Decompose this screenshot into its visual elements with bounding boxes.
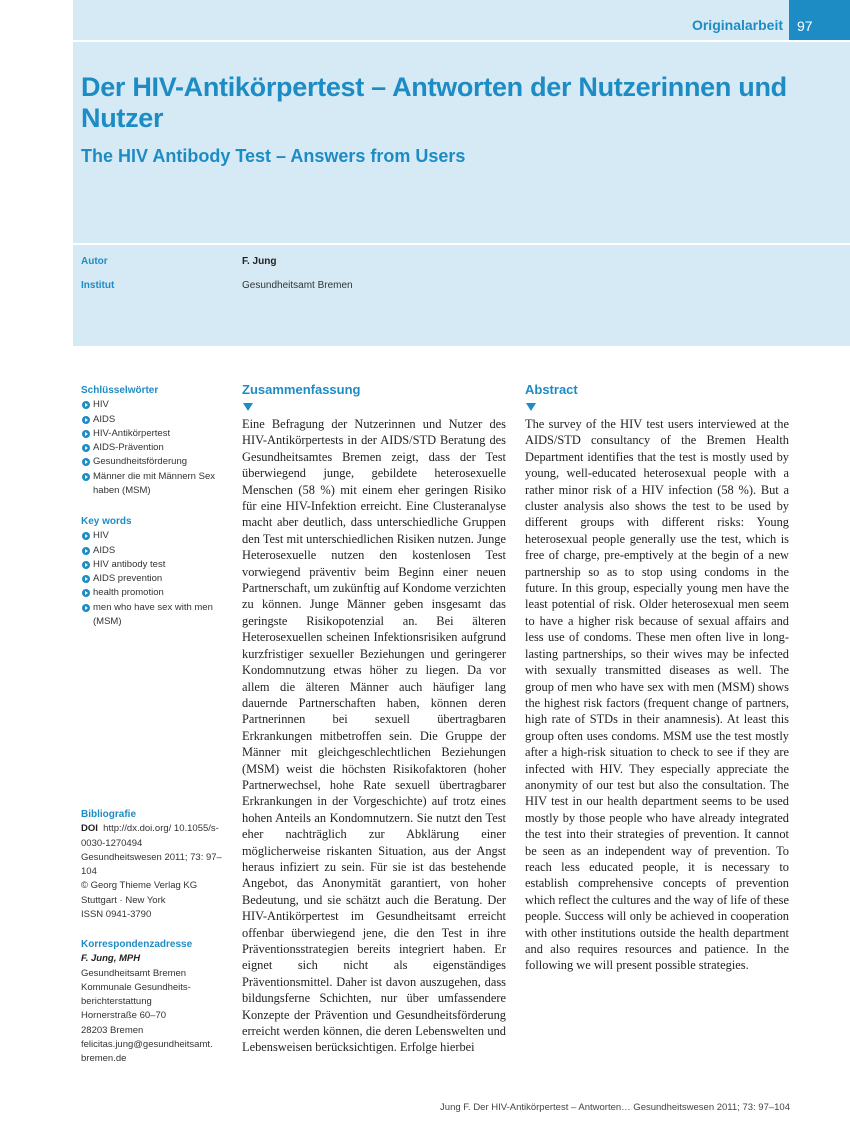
- address-line: Gesundheitsamt Bremen: [81, 967, 187, 979]
- bibliography-block: [81, 808, 231, 922]
- keyword-item: men who have sex with men (MSM): [81, 601, 231, 630]
- bullet-arrow-icon: [82, 416, 90, 424]
- copyright: © Georg Thieme Verlag KG Stuttgart · New York: [81, 880, 198, 906]
- bullet-arrow-icon: [82, 532, 90, 540]
- keyword-item: AIDS prevention: [81, 572, 231, 586]
- bibliography-heading: Bibliografie: [81, 809, 137, 820]
- keyword-item: HIV: [81, 529, 231, 543]
- header-divider-mid: [73, 243, 850, 245]
- institute-value: Gesundheitsamt Bremen: [242, 280, 353, 291]
- correspondence-block: [81, 938, 231, 1067]
- address-line: 28203 Bremen: [81, 1024, 144, 1036]
- address-line: Kommunale Gesundheits-: [81, 981, 191, 993]
- issn: ISSN 0941-3790: [81, 909, 152, 921]
- bullet-arrow-icon: [82, 589, 90, 597]
- bullet-arrow-icon: [82, 604, 90, 612]
- keyword-item: HIV-Antikörpertest: [81, 427, 231, 441]
- correspondence-name: F. Jung, MPH: [81, 953, 141, 965]
- doi-line: [81, 822, 231, 851]
- keyword-item: Gesundheitsförderung: [81, 455, 231, 469]
- bullet-arrow-icon: [82, 561, 90, 569]
- correspondence-heading: Korrespondenzadresse: [81, 939, 193, 950]
- keywords-en-list: [81, 529, 231, 629]
- email-link[interactable]: felicitas.jung@gesundheitsamt.: [81, 1039, 213, 1051]
- zusammenfassung-heading: Zusammenfassung: [242, 382, 361, 397]
- triangle-down-icon: [526, 403, 536, 411]
- keywords-de-list: [81, 398, 231, 498]
- institute-label: Institut: [81, 280, 115, 291]
- keywords-en-heading: Key words: [81, 516, 132, 527]
- address-line: Hornerstraße 60–70: [81, 1010, 167, 1022]
- footer-citation: Jung F. Der HIV-Antikörpertest – Antworten… Gesundheitswesen 2011; 73: 97–104: [440, 1102, 790, 1113]
- keyword-item: HIV antibody test: [81, 558, 231, 572]
- header-divider-top: [73, 40, 850, 42]
- email-link[interactable]: bremen.de: [81, 1053, 127, 1065]
- keywords-de-heading: Schlüsselwörter: [81, 385, 159, 396]
- bullet-arrow-icon: [82, 575, 90, 583]
- triangle-down-icon: [243, 403, 253, 411]
- doi-link[interactable]: http://dx.doi.org/ 10.1055/s-0030-1270494: [81, 823, 219, 849]
- bullet-arrow-icon: [82, 444, 90, 452]
- keyword-item: Männer die mit Männern Sex haben (MSM): [81, 470, 231, 499]
- keywords-de-block: [81, 384, 231, 498]
- article-title-de: Der HIV-Antikörpertest – Antworten der Nutzerinnen und Nutzer: [81, 72, 787, 133]
- keyword-item: health promotion: [81, 586, 231, 600]
- section-label: Originalarbeit: [691, 17, 783, 33]
- doi-label: DOI: [81, 823, 98, 835]
- abstract-heading: Abstract: [525, 382, 578, 397]
- keyword-item: AIDS: [81, 544, 231, 558]
- address-line: berichterstattung: [81, 996, 152, 1008]
- zusammenfassung-text: Eine Befragung der Nutzerinnen und Nutzer des HIV-Antikörpertests in der AIDS/STD Beratung des Gesundheitsamtes Bremen zeigt, dass der Test überwiegend junge, gebildete heterosexuelle Menschen (58 %) mit einem eher geringen Risiko für eine HIV-Infektion erreicht. Eine Clusteranalyse macht aber deutlich, dass unterschiedliche Gruppen den Test mit unterschiedlichen Risiken nutzen. Junge Heterosexuelle nutzen den kostenlosen Test vorwiegend präventiv beim Beginn einer neuen Partnerschaft, um zukünftig auf Kondome verzichten zu können. Junge Männer geben insgesamt das geringste Risikopotenzial an. Bei älteren Heterosexuellen scheinen Infektionsrisiken aufgrund kurzfristiger sexueller Beziehungen und geringerer Kondomnutzung etwas höher zu liegen. Da vor allem die älteren Männer auch häufiger lang dauernde Partnerschaften haben, können deren Partnerinnen bei sexuell übertragbaren Erkrankungen mitbetroffen sein. Die Gruppe der Männer mit gleichgeschlechtlichen Beziehungen (MSM) weist die höchsten Risikofaktoren (hoher Partnerwechsel, hohe Rate sexuell übertragbarer Erkrankungen in der Vorgeschichte) auf trotz eines hohen Anteils an Kondomnutzern. Sie nutzt den Test eher nachträglich zur Abklärung einer möglicherweise riskanten Situation, aus der Angst heraus infiziert zu sein. Für sie ist das bestehende Angebot, das Anonymität garantiert, von hoher Bedeutung, und sie schätzt auch die Beratung. Der HIV-Antikörpertest im Gesundheitsamt erreicht offenbar überwiegend jene, die den Test in ihre Präventionsstrategien bereits integriert haben. Er eignet sich nicht als eigenständiges Präventionsmittel. Daher ist davon auszugehen, dass bildungsferne Schichten, nur über umfassendere Konzepte der Prävention und Gesundheitsförderung erreicht werden können, die deren Lebenswelten und Lebensweisen berücksichtigen. Erfolge hierbei: [242, 417, 506, 1055]
- keyword-item: HIV: [81, 398, 231, 412]
- keywords-en-block: [81, 515, 231, 629]
- bullet-arrow-icon: [82, 547, 90, 555]
- author-value: F. Jung: [242, 256, 277, 267]
- author-label: Autor: [81, 256, 108, 267]
- abstract-text: The survey of the HIV test users interviewed at the AIDS/STD consultancy of the Bremen Health Department identifies that the test is mostly used by young, well-educated heterosexual people with a rather minor risk of a HIV infection (58 %). But a cluster analysis also shows the test to be used by different groups with different risks: Young heterosexual people generally use the test, which is free of charge, pre-emptively at the begin of a new partnership so as to stop using condoms in the future. In this group, especially young men have the least potential of risk. Older heterosexual men seem to have a higher risk because of sexual affairs and less use of condoms. These men often live in long-lasting partnerships, so their wives may be infected with sexually transmitted diseases as well. The group of men who have sex with men (MSM) shows the highest risk factors (frequent change of partners, high rate of STDs in their anamnesis). At least this group often uses condoms. MSM use the test mostly after a high-risk situation to check to see if they are infected with HIV. They especially appreciate the anonymity of our test but also the consultation. The HIV test in our health department seems to be used mostly by those people who have already integrated the test into their strategies of prevention. It cannot be seen as an independent way of prevention. To reach less educated people, it is necessary to establish comprehensive concepts of prevention which reflect the cultures and the way of life of these people. Success will only be achieved in cooperation with other institutions outside the health department and also requires resources and patience. In the following we will present possible strategies.: [525, 417, 789, 973]
- keyword-item: AIDS: [81, 413, 231, 427]
- bullet-arrow-icon: [82, 430, 90, 438]
- bullet-arrow-icon: [82, 401, 90, 409]
- header-band: [73, 0, 850, 346]
- keyword-item: AIDS-Prävention: [81, 441, 231, 455]
- journal-citation: Gesundheitswesen 2011; 73: 97–104: [81, 851, 222, 878]
- bullet-arrow-icon: [82, 458, 90, 466]
- page-number: 97: [789, 0, 850, 40]
- bullet-arrow-icon: [82, 473, 90, 481]
- article-title-en: The HIV Antibody Test – Answers from Users: [81, 146, 466, 166]
